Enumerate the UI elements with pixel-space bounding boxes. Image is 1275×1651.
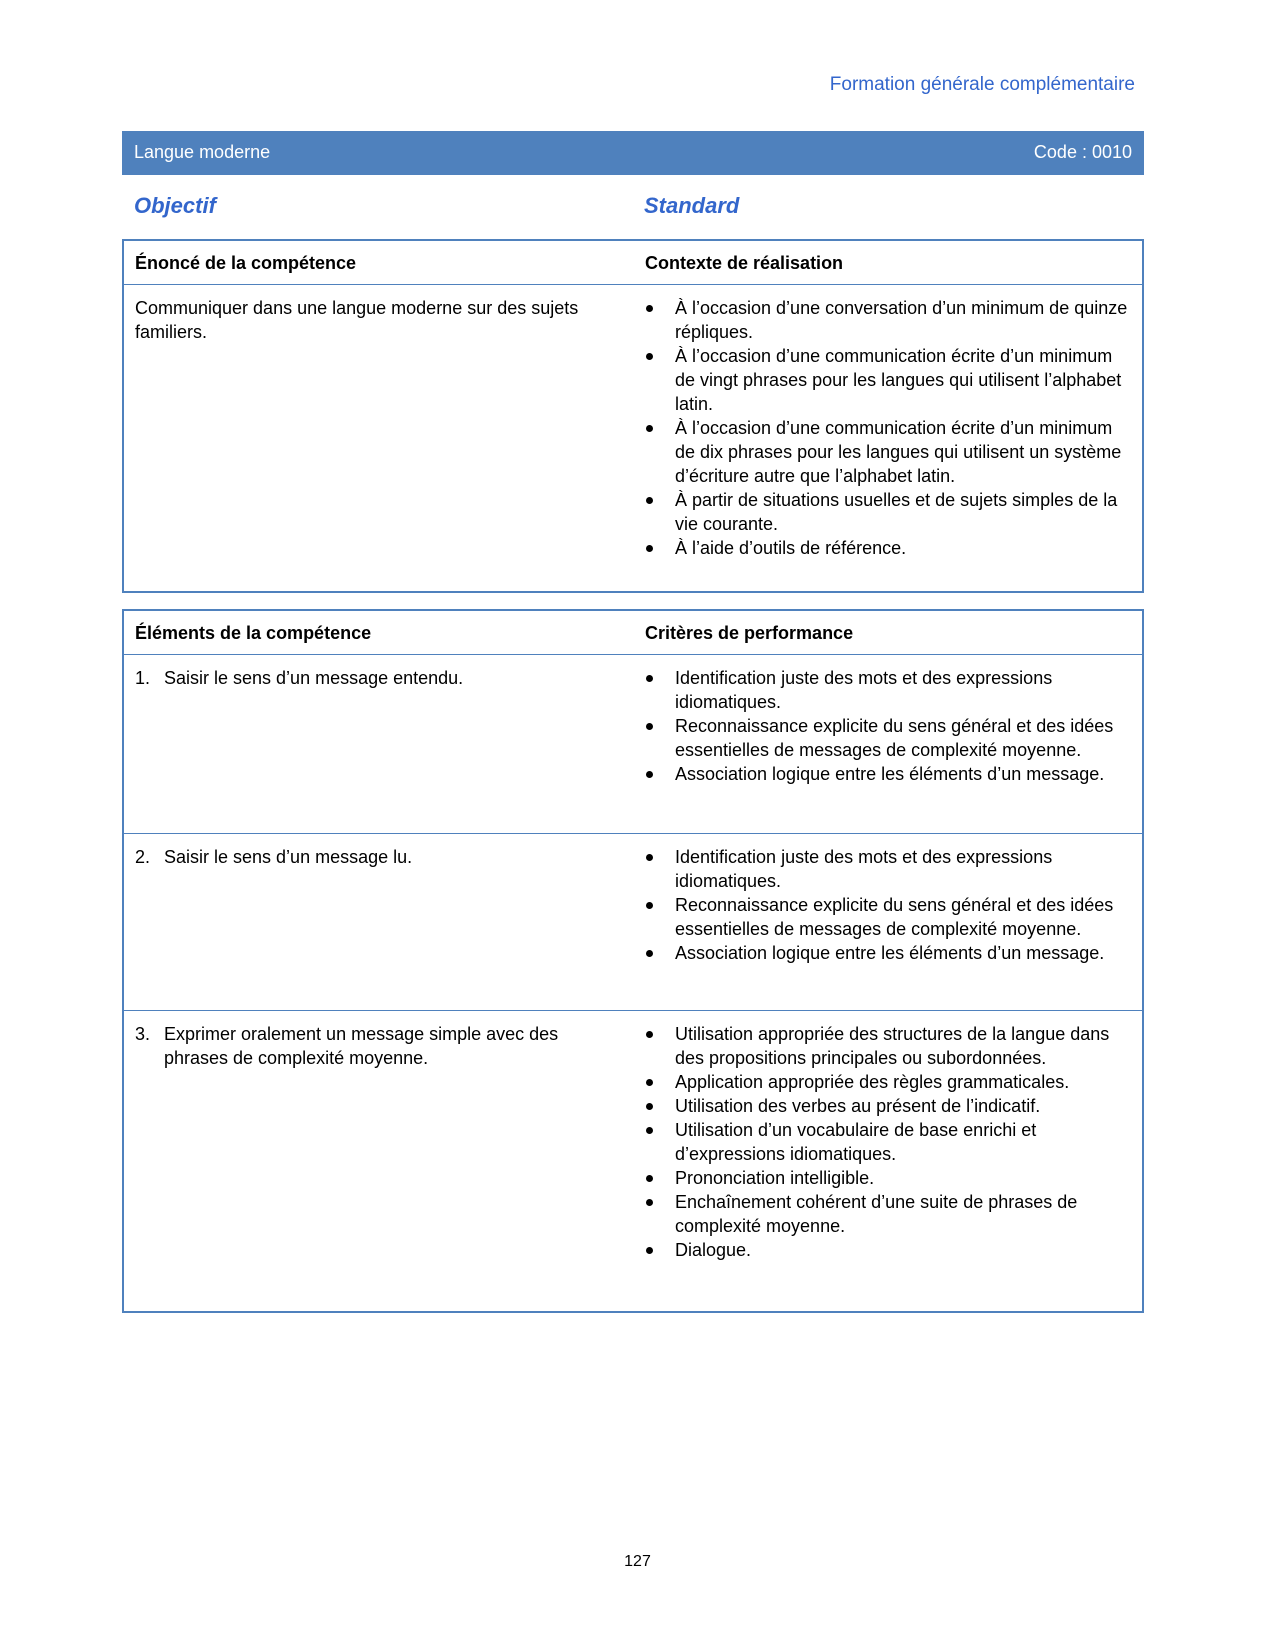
competence-row [124, 285, 1142, 560]
bullet-item [645, 344, 1130, 416]
bullet-dot-icon [646, 1127, 653, 1134]
criteres-list [645, 1022, 1130, 1262]
bullet-dot-icon [646, 1175, 653, 1182]
bullet-text: Reconnaissance explicite du sens général et des idées essentielles de messages de complexité moyenne. [675, 716, 1114, 760]
element-row [124, 655, 1142, 833]
bullet-dot-icon [646, 723, 653, 730]
course-code: Code : 0010 [1033, 142, 1132, 162]
bullet-item [645, 1094, 1130, 1118]
bullet-text: Enchaînement cohérent d’une suite de phrases de complexité moyenne. [675, 1192, 1078, 1236]
page-number: 127 [624, 1553, 651, 1570]
bullet-text: À l’occasion d’une conversation d’un minimum de quinze répliques. [675, 298, 1128, 342]
bullet-text: Reconnaissance explicite du sens général et des idées essentielles de messages de complexité moyenne. [675, 895, 1114, 939]
bullet-item [645, 845, 1130, 893]
bullet-text: À l’occasion d’une communication écrite d’un minimum de dix phrases pour les langues qui utilisent un système d’écriture autre que l’alphabet latin. [675, 418, 1122, 486]
document-header: Formation générale complémentaire [829, 74, 1135, 95]
element-number: 2. [135, 847, 151, 867]
bullet-item [645, 893, 1130, 941]
competence-table-header [124, 241, 1142, 285]
enonce-header: Énoncé de la compétence [135, 253, 357, 273]
bullet-dot-icon [646, 675, 653, 682]
bullet-dot-icon [646, 353, 653, 360]
bullet-text: Association logique entre les éléments d’un message. [675, 764, 1105, 784]
bullet-text: Prononciation intelligible. [675, 1168, 875, 1188]
bullet-dot-icon [646, 1079, 653, 1086]
bullet-dot-icon [646, 425, 653, 432]
bullet-item [645, 416, 1130, 488]
objectif-label: Objectif [134, 193, 216, 218]
element-number: 1. [135, 668, 151, 688]
bullet-item [645, 1238, 1130, 1262]
competence-table [122, 239, 1144, 593]
criteres-list [645, 666, 1130, 786]
bullet-text: À partir de situations usuelles et de sujets simples de la vie courante. [675, 490, 1118, 534]
bullet-item [645, 1022, 1130, 1070]
bullet-dot-icon [646, 902, 653, 909]
bullet-item [645, 762, 1130, 786]
criteres-header: Critères de performance [645, 623, 854, 643]
course-name: Langue moderne [134, 142, 271, 162]
bullet-item [645, 666, 1130, 714]
bullet-dot-icon [646, 1199, 653, 1206]
bullet-text: Association logique entre les éléments d’un message. [675, 943, 1105, 963]
contexte-header: Contexte de réalisation [645, 253, 844, 273]
element-row [124, 833, 1142, 1010]
element-row [124, 1010, 1142, 1295]
element-cell [135, 666, 625, 690]
bullet-item [645, 1070, 1130, 1094]
element-cell [135, 845, 625, 869]
bullet-item [645, 488, 1130, 536]
elements-table-header [124, 611, 1142, 655]
criteres-list [645, 845, 1130, 965]
elements-rows [124, 655, 1142, 1295]
elements-header: Éléments de la compétence [135, 623, 372, 643]
bullet-dot-icon [646, 771, 653, 778]
standard-label: Standard [644, 193, 740, 218]
bullet-item [645, 1190, 1130, 1238]
enonce-text: Communiquer dans une langue moderne sur des sujets familiers. [135, 298, 579, 342]
element-text: Saisir le sens d’un message entendu. [164, 668, 464, 688]
bullet-dot-icon [646, 1103, 653, 1110]
bullet-text: Utilisation appropriée des structures de la langue dans des propositions principales ou subordonnées. [675, 1024, 1110, 1068]
bullet-text: Dialogue. [675, 1240, 752, 1260]
bullet-dot-icon [646, 950, 653, 957]
bullet-dot-icon [646, 1031, 653, 1038]
bullet-item [645, 1118, 1130, 1166]
bullet-item [645, 1166, 1130, 1190]
bullet-text: Utilisation d’un vocabulaire de base enrichi et d’expressions idiomatiques. [675, 1120, 1037, 1164]
bullet-item [645, 296, 1130, 344]
section-labels [134, 193, 1134, 221]
elements-table [122, 609, 1144, 1313]
bullet-item [645, 941, 1130, 965]
element-cell [135, 1022, 625, 1070]
element-number: 3. [135, 1024, 151, 1044]
bullet-text: Utilisation des verbes au présent de l’indicatif. [675, 1096, 1041, 1116]
bullet-text: À l’aide d’outils de référence. [675, 538, 907, 558]
bullet-text: Identification juste des mots et des expressions idiomatiques. [675, 847, 1053, 891]
bullet-dot-icon [646, 497, 653, 504]
bullet-text: Application appropriée des règles grammaticales. [675, 1072, 1070, 1092]
contexte-list [645, 296, 1130, 560]
bullet-item [645, 536, 1130, 560]
element-text: Exprimer oralement un message simple avec des phrases de complexité moyenne. [164, 1024, 559, 1068]
bullet-dot-icon [646, 545, 653, 552]
bullet-dot-icon [646, 1247, 653, 1254]
bullet-text: À l’occasion d’une communication écrite d’un minimum de vingt phrases pour les langues qui utilisent l’alphabet latin. [675, 346, 1122, 414]
element-text: Saisir le sens d’un message lu. [164, 847, 413, 867]
bullet-dot-icon [646, 305, 653, 312]
bullet-item [645, 714, 1130, 762]
bullet-dot-icon [646, 854, 653, 861]
title-band [122, 131, 1144, 175]
enonce-cell [135, 296, 625, 344]
bullet-text: Identification juste des mots et des expressions idiomatiques. [675, 668, 1053, 712]
